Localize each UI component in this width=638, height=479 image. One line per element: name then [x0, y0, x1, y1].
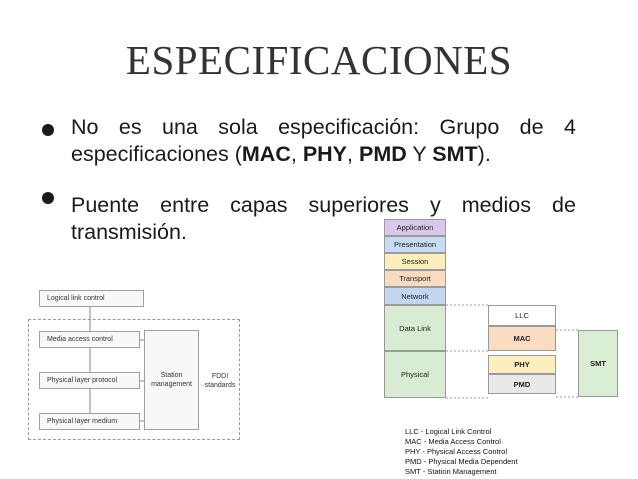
legend-item: MAC - Media Access Control [405, 437, 501, 446]
block-label: LLC [515, 311, 529, 320]
layer-label: Transport [399, 274, 431, 283]
bullet-1-line-2 [71, 141, 576, 168]
fddi-smt-block [578, 330, 618, 397]
bullet-word: especificación: [278, 115, 420, 139]
physical-layer-medium-box [39, 413, 140, 430]
box-label: management [151, 381, 192, 388]
layer-label: Data Link [399, 323, 431, 333]
bullet-1-line-1 [71, 114, 576, 141]
station-management-box [144, 330, 199, 430]
text-fragment: , [347, 142, 359, 166]
bullet-word: Puente [71, 193, 140, 217]
layer-label: Network [401, 291, 429, 301]
osi-data-link-layer [384, 305, 446, 351]
layer-label: Physical [401, 370, 429, 379]
layer-label: Presentation [393, 240, 437, 249]
bullet-word: Grupo [439, 115, 500, 139]
legend-item: PHY - Physical Access Control [405, 447, 507, 456]
slide-title: ESPECIFICACIONES [125, 37, 513, 83]
smt-term: SMT [432, 142, 478, 166]
pmd-term: PMD [358, 142, 407, 166]
acronym-legend [405, 427, 518, 477]
text-fragment: , [290, 142, 303, 166]
bullet-word: es [118, 115, 142, 139]
osi-session-layer [384, 253, 446, 270]
bullet-2-text [71, 192, 576, 246]
fddi-standards-label [203, 372, 237, 390]
phy-term: PHY [302, 142, 348, 166]
bullet-dot-2 [42, 192, 54, 204]
fddi-pmd-block [488, 374, 556, 394]
fddi-phy-block [488, 355, 556, 374]
bullet-word: medios [461, 193, 531, 217]
osi-presentation-layer [384, 236, 446, 253]
legend-item: PMD - Physical Media Dependent [405, 457, 518, 466]
mac-term: MAC [241, 142, 291, 166]
text-fragment: Y [406, 142, 433, 166]
legend-item: SMT - Station Management [405, 467, 497, 476]
bullet-word: entre [160, 193, 210, 217]
layer-label: Application [396, 223, 434, 232]
label-line: FDDI [211, 373, 229, 380]
box-label: Physical layer protocol [47, 377, 118, 384]
block-label: PMD [513, 379, 531, 389]
bullet-word: una [161, 115, 198, 139]
osi-physical-layer [384, 351, 446, 398]
layer-label: Session [401, 257, 429, 266]
bullet-word: de [519, 115, 544, 139]
osi-network-layer [384, 287, 446, 305]
bullet-word: sola [218, 115, 258, 139]
osi-application-layer [384, 219, 446, 236]
block-label: MAC [513, 334, 531, 343]
bullet-word: capas [230, 193, 288, 217]
block-label: SMT [590, 359, 606, 368]
block-label: PHY [514, 360, 530, 369]
text-fragment: ). [477, 142, 491, 166]
box-label: Media access control [47, 336, 113, 343]
fddi-llc-block [488, 305, 556, 326]
bullet-word: superiores [308, 193, 409, 217]
media-access-control-box [39, 331, 140, 348]
bullet-1-text [71, 114, 576, 168]
box-label: Station [160, 372, 183, 379]
fddi-mac-block [488, 326, 556, 351]
box-label: Physical layer medium [47, 418, 118, 425]
bullet-2-line-1 [71, 192, 576, 219]
bullet-dot-1 [42, 124, 54, 136]
bullet-word: No [71, 115, 99, 139]
bullet-2-line-2: transmisión. [71, 220, 187, 244]
label-line: standards [204, 382, 236, 389]
bullet-word: y [429, 193, 441, 217]
bullet-word: de [552, 193, 576, 217]
legend-item: LLC - Logical Link Control [405, 427, 492, 436]
logical-link-control-box [39, 290, 144, 307]
bullet-word: 4 [563, 115, 576, 139]
physical-layer-protocol-box [39, 372, 140, 389]
text-fragment: especificaciones ( [71, 142, 242, 166]
box-label: Logical link control [47, 295, 105, 302]
osi-transport-layer [384, 270, 446, 287]
